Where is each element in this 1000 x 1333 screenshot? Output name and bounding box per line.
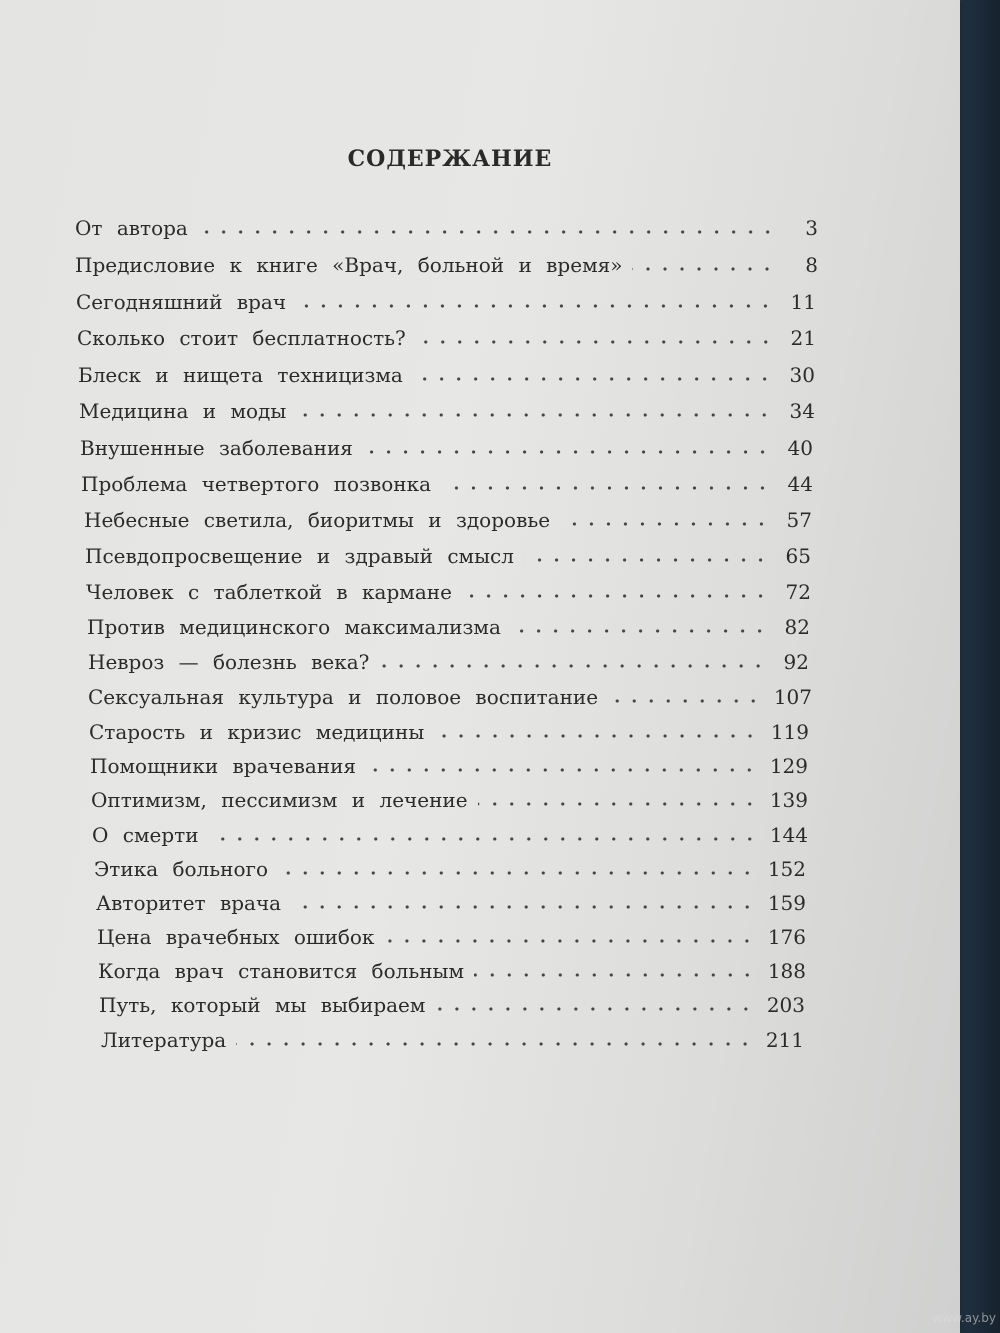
toc-entry-page: 34 [789,399,815,423]
toc-entry [99,985,805,1017]
dot-leader [291,905,756,909]
dot-leader [198,230,776,234]
toc-entry [96,883,806,915]
toc-entry-page: 211 [765,1028,804,1052]
toc-entry-title: Оптимизм, пессимизм и лечение [91,788,468,812]
toc-entry [101,1020,804,1052]
toc-entry-title: Человек с таблеткой в кармане [86,580,452,604]
toc-entry [98,951,806,983]
dot-leader [524,558,769,562]
toc-entry-page: 139 [769,788,808,812]
toc-entry [94,849,806,881]
dot-leader [413,377,773,381]
toc-entry-page: 188 [767,959,806,983]
toc-entry [92,815,808,847]
toc-entry [75,245,818,277]
toc-entry-title: Сегодняшний врач [76,290,287,314]
toc-entry-title: Путь, который мы выбираем [99,993,426,1017]
dot-leader [366,768,758,772]
toc-entry-title: Авторитет врача [96,891,282,915]
dot-leader [511,629,768,633]
toc-entry-page: 30 [789,363,815,387]
dot-leader [384,939,755,943]
dot-leader [441,486,771,490]
toc-entry [80,428,813,460]
dot-leader [608,699,762,703]
toc-entry-page: 92 [783,650,809,674]
toc-entry-title: Сексуальная культура и половое воспитание [88,685,599,709]
dot-leader [435,1007,754,1011]
toc-entry-title: Невроз — болезнь века? [88,650,370,674]
toc-entry-title: Медицина и моды [79,399,287,423]
toc-entry-title: От автора [75,216,188,240]
toc-entry-page: 129 [769,754,808,778]
dot-leader [296,413,773,417]
toc-entry-page: 144 [769,823,808,847]
dot-leader [416,340,774,344]
toc-entry-page: 3 [805,216,818,240]
toc-entry [88,677,812,709]
toc-entry [75,208,818,240]
toc-entry-page: 72 [785,580,811,604]
toc-entry [89,712,809,744]
toc-entry [84,500,812,532]
dot-leader [278,871,756,875]
toc-entry-title: Сколько стоит бесплатность? [77,326,406,350]
toc-entry-title: Этика больного [94,857,269,881]
toc-entry-title: Помощники врачевания [90,754,357,778]
watermark: www.ay.by [932,1311,996,1325]
toc-entry-title: Блеск и нищета техницизма [78,363,403,387]
toc-entry-page: 44 [787,472,813,496]
toc-entry-title: О смерти [92,823,199,847]
dot-leader [632,267,776,271]
toc-entry-title: Проблема четвертого позвонка [81,472,432,496]
toc-entry-page: 8 [805,253,818,277]
toc-entry-page: 176 [767,925,806,949]
dot-leader [296,304,774,308]
toc-entry-page: 119 [770,720,809,744]
toc-entry [81,464,813,496]
toc-entry-title: Предисловие к книге «Врач, больной и время» [75,253,623,277]
toc-entry-page: 203 [766,993,805,1017]
toc-entry [91,780,808,812]
toc-entry [90,746,808,778]
toc-entry-page: 21 [790,326,816,350]
toc-entry [97,917,806,949]
toc-entry-title: Псевдопросвещение и здравый смысл [85,544,514,568]
dot-leader [474,973,756,977]
toc-entry-title: Литература [101,1028,227,1052]
toc-entry-page: 152 [767,857,806,881]
toc-entry-page: 107 [773,685,812,709]
toc-entry-title: Внушенные заболевания [80,436,353,460]
toc-entry-title: Цена врачебных ошибок [97,925,375,949]
dot-leader [363,450,771,454]
dot-leader [434,734,759,738]
toc-entry-title: Старость и кризис медицины [89,720,425,744]
dot-leader [478,802,758,806]
dot-leader [462,594,769,598]
toc-entry-page: 11 [790,290,816,314]
toc-entry [78,355,815,387]
toc-entry [76,282,816,314]
toc-entry [77,318,816,350]
toc-entry-page: 159 [767,891,806,915]
toc-entry-page: 40 [787,436,813,460]
page-title: СОДЕРЖАНИЕ [347,146,553,172]
toc-entry [85,536,811,568]
toc-entry-page: 82 [784,615,810,639]
toc-entry-title: Против медицинского максимализма [87,615,501,639]
toc-entry [88,642,809,674]
toc-entry [79,391,815,423]
toc-entry [87,607,810,639]
dot-leader [560,522,770,526]
toc-entry-page: 65 [785,544,811,568]
dot-leader [379,664,767,668]
toc-entry-title: Небесные светила, биоритмы и здоровье [84,508,551,532]
toc-entry-title: Когда врач становится больным [98,959,465,983]
toc-entry-page: 57 [786,508,812,532]
dot-leader [236,1042,754,1046]
dot-leader [209,837,758,841]
toc-entry [86,572,811,604]
